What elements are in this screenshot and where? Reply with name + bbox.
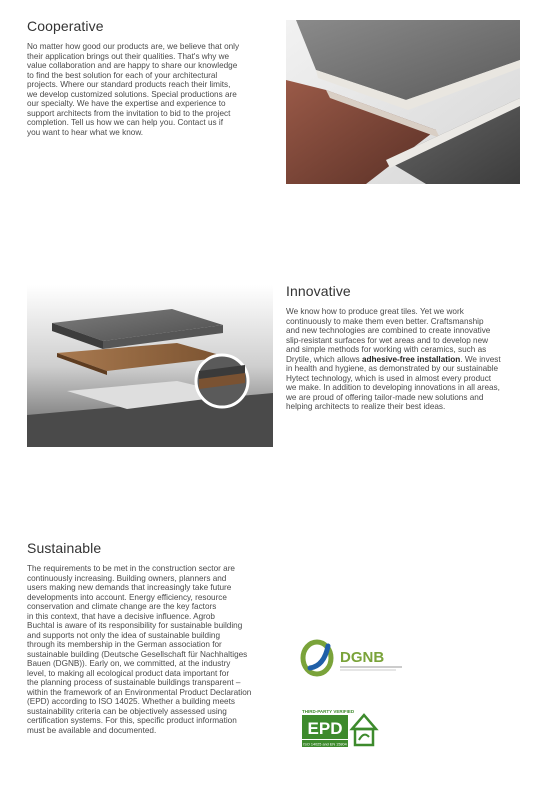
tile-layers-photo: [27, 285, 273, 447]
epd-bottom-text: ISO 14025 and EN 15804: [303, 742, 347, 747]
innovative-heading: Innovative: [286, 283, 351, 299]
epd-logo: [300, 707, 380, 749]
sustainable-heading: Sustainable: [27, 540, 102, 556]
cooperative-heading: Cooperative: [27, 18, 104, 34]
sustainable-body: The requirements to be met in the construction sector are continuously increasing. Building owners, planners and users making new demands that increasingly take future developments into account. Energy efficiency, resource conservation and climate change are the key factors in this context, that have a decisive influence. Agrob Buchtal is aware of its responsibility for sustainable building and supports not only the idea of sustainable building through its membership in the German association for sustainable building (Deutsche Gesellschaft für Nachhaltiges Bauen (DGNB)). Early on, we committed, at the industry level, to making all ecological product data important for the planning process of sustainable buildings transparent – within the framework of an Environmental Product Declaration (EPD) according to ISO 14025. Whether a building meets sustainability criteria can be objectively assessed using certification systems. For this, specific product information must be available and documented.: [27, 564, 252, 735]
innovative-body-end: . We invest in health and hygiene, as demonstrated by our sustainable Hytect technology, which is used in almost every product we make. In addition to developing innovations in all areas, we are proud of offering tailor-made new solutions and helping architects to realize their best ideas.: [286, 354, 501, 411]
dgnb-logo: [300, 638, 406, 678]
innovative-body-highlight: adhesive-free installation: [361, 354, 461, 364]
epd-top-text: THIRD-PARTY VERIFIED: [302, 709, 355, 714]
innovative-body: [286, 307, 531, 412]
innovative-body-start: We know how to produce great tiles. Yet we work continuously to make them even better. Craftsmanship and new technologies are combined to create innovative slip-resistant surfaces for wet areas and to develop new and simple methods for working with ceramics, such as Drytile, which allows: [286, 307, 491, 364]
cooperative-body: No matter how good our products are, we believe that only their application brings out their qualities. That's why we value collaboration and are happy to share our knowledge to find the best solution for each of your architectural projects. Where our standard products reach their limits, we develop customized solutions. Special productions are our specialty. We have the expertise and experience to support architects from the invitation to bid to the project completion. Tell us how we can help you. Contact us if you want to hear what we know.: [27, 42, 240, 137]
epd-wordmark: EPD: [307, 719, 343, 738]
tile-profile-photo: [286, 20, 520, 184]
dgnb-wordmark: DGNB: [340, 649, 385, 666]
